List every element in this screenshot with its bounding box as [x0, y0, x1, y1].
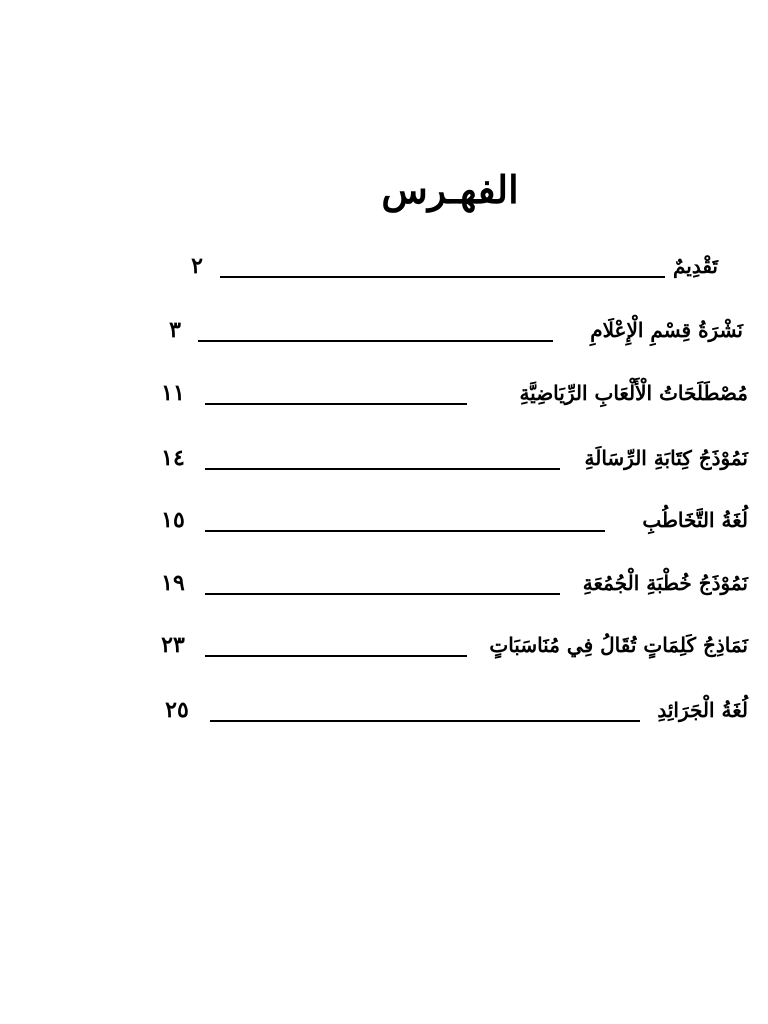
- toc-entry-label: نَمَاذِجُ كَلِمَاتٍ تُقَالُ فِي مُنَاسَبَاتٍ: [489, 633, 748, 657]
- toc-entry: [0, 246, 768, 286]
- toc-entry-page: ٢: [191, 253, 203, 279]
- toc-entry: [0, 690, 768, 730]
- toc-entry: [0, 625, 768, 665]
- toc-entry-label: تَقْدِيمٌ: [672, 254, 718, 278]
- toc-entry-page: ٢٥: [165, 697, 189, 723]
- toc-entry: [0, 563, 768, 603]
- toc-leader-line: [205, 593, 560, 595]
- toc-entry-page: ١١: [161, 380, 185, 406]
- toc-entry-page: ٢٣: [161, 632, 185, 658]
- toc-leader-line: [220, 276, 665, 278]
- toc-entry: [0, 373, 768, 413]
- toc-entry-label: مُصْطَلَحَاتُ الْأَلْعَابِ الرِّيَاضِيَّةِ: [519, 381, 748, 405]
- toc-entry: [0, 438, 768, 478]
- toc-leader-line: [210, 720, 640, 722]
- toc-leader-line: [205, 530, 605, 532]
- toc-entry-page: ١٤: [161, 445, 185, 471]
- toc-leader-line: [198, 340, 553, 342]
- toc-entry-label: نَمُوْذَجُ خُطْبَةِ الْجُمُعَةِ: [582, 571, 748, 595]
- toc-leader-line: [205, 403, 467, 405]
- page-title: الفهـرس: [381, 167, 519, 212]
- toc-entry-label: نَمُوْذَجُ كِتَابَةِ الرِّسَالَةِ: [584, 446, 748, 470]
- toc-leader-line: [205, 655, 467, 657]
- toc-entry: [0, 310, 768, 350]
- toc-entry-label: لُغَةُ الْجَرَائِدِ: [657, 698, 748, 722]
- toc-entry: [0, 500, 768, 540]
- toc-entry-page: ١٥: [161, 507, 185, 533]
- toc-entry-label: لُغَةُ التَّخَاطُبِ: [642, 508, 748, 532]
- toc-entry-page: ٣: [169, 317, 181, 343]
- toc-entry-page: ١٩: [161, 570, 185, 596]
- toc-leader-line: [205, 468, 560, 470]
- toc-entry-label: نَشْرَةُ قِسْمِ الْإِعْلَامِ: [590, 318, 743, 342]
